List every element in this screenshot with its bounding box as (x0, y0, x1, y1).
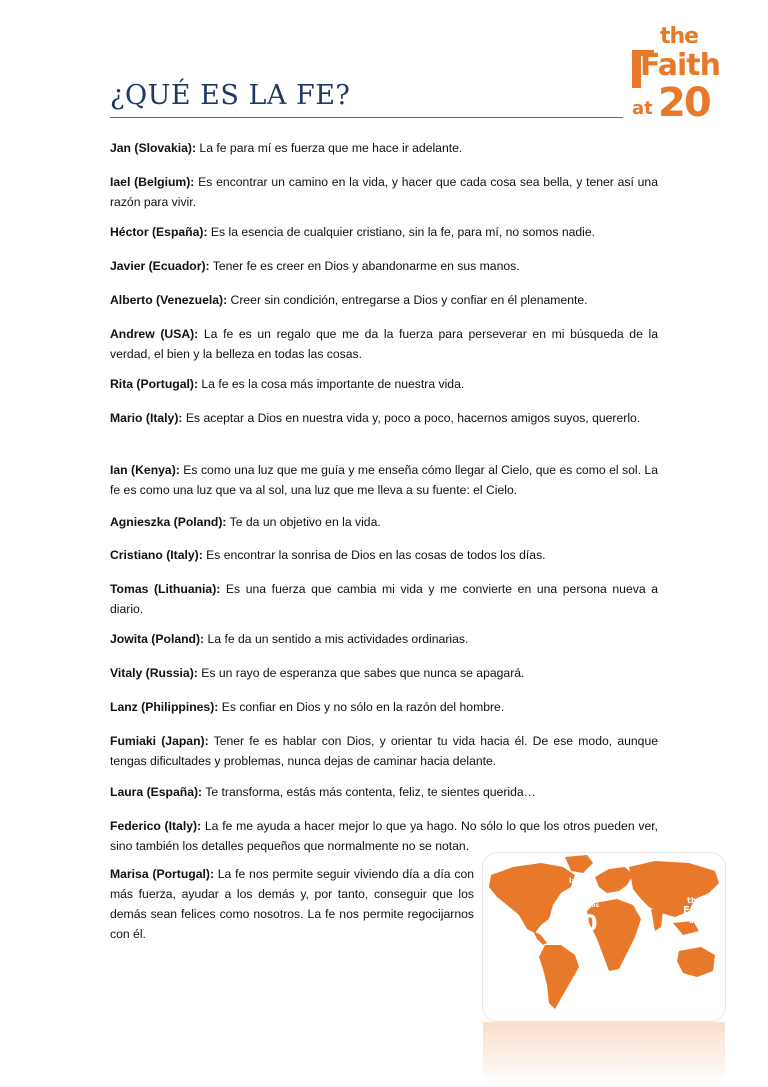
quote-author: Andrew (USA): (110, 327, 199, 341)
quote-paragraph (110, 663, 658, 683)
quote-text: La fe da un sentido a mis actividades ordinarias. (204, 632, 469, 646)
logo-the: the (660, 24, 699, 49)
map-label-fede: la Fede (579, 977, 608, 985)
quote-author: Cristiano (Italy): (110, 548, 203, 562)
quote-text: Es como una luz que me guía y me enseña cómo llegar al Cielo, que es como el sol. La fe es como una luz que va al sol, una luz que me lleva a su fuente: el Cielo. (110, 463, 658, 497)
quote-paragraph (110, 222, 658, 242)
quote-text: La fe nos permite seguir viviendo día a día con más fuerza, ayudar a los demás y, por tanto, conseguir que los demás sean felices como nosotros. La fe nos permite regocijarnos con él. (110, 867, 474, 941)
map-label-anos: años (487, 965, 501, 971)
quote-paragraph (110, 256, 658, 276)
map-label-fe-2: Fé (501, 951, 516, 964)
quote-text: Es encontrar un camino en la vida, y hacer que cada cosa sea bella, y tener así una razón para vivir. (110, 175, 658, 209)
quote-paragraph (110, 697, 658, 717)
quote-author: Laura (España): (110, 785, 203, 799)
quote-author: Héctor (España): (110, 225, 208, 239)
quote-author: Fumiaki (Japan): (110, 734, 209, 748)
quote-paragraph (110, 512, 658, 532)
map-label-foi: la Foi (647, 977, 669, 985)
quote-text: Tener fe es creer en Dios y abandonarme en sus manos. (209, 259, 520, 273)
quote-author: Jan (Slovakia): (110, 141, 197, 155)
map-label-the: the (687, 896, 702, 905)
quote-paragraph (110, 545, 658, 565)
map-label-foi-20: 20 (647, 988, 666, 1003)
world-map-graphic (483, 853, 725, 1021)
map-reflection (483, 1022, 725, 1087)
map-label-a-los: a los (583, 902, 599, 909)
title-underline (110, 117, 623, 118)
quote-text: Creer sin condición, entregarse a Dios y confiar en él plenamente. (227, 293, 588, 307)
map-card (483, 853, 725, 1021)
quote-paragraph (110, 374, 658, 394)
quote-author: Jowita (Poland): (110, 632, 205, 646)
map-label-faith: Faith (683, 905, 712, 916)
quote-author: Vitaly (Russia): (110, 666, 198, 680)
quote-author: Iael (Belgium): (110, 175, 195, 189)
quote-text: La fe me ayuda a hacer mejor lo que ya hago. No sólo lo que los otros pueden ver, sino también los detalles pequeños que normalmente no se notan. (110, 819, 658, 853)
map-label-fede-20: 20 (579, 988, 598, 1003)
quote-paragraph (110, 324, 658, 364)
logo-faith: Faith (640, 48, 720, 83)
page-title: ¿QUÉ ES LA FE? (110, 80, 351, 111)
faith-at-20-logo (630, 20, 722, 124)
world-map-image (483, 853, 725, 1021)
quote-text: Es un rayo de esperanza que sabes que nunca se apagará. (197, 666, 525, 680)
quote-author: Federico (Italy): (110, 819, 202, 833)
map-label-20: 20 (567, 912, 598, 937)
quote-author: Rita (Portugal): (110, 377, 199, 391)
map-label-ans: ans (669, 995, 679, 1001)
quote-paragraph (110, 460, 658, 500)
quote-paragraph (110, 629, 658, 649)
quote-paragraph (110, 579, 658, 619)
logo-at: at (632, 98, 653, 119)
quote-paragraph (110, 138, 658, 158)
logo-twenty: 20 (658, 80, 710, 126)
quote-text: Es la esencia de cualquier cristiano, sin la fe, para mí, no somos nadie. (207, 225, 596, 239)
quote-author: Tomas (Lithuania): (110, 582, 221, 596)
quote-paragraph (110, 172, 658, 212)
quote-author: Javier (Ecuador): (110, 259, 210, 273)
map-label-anni: anni (601, 995, 614, 1001)
quote-paragraph (110, 864, 474, 944)
map-label-fe: Fe (571, 882, 593, 901)
quote-text: Es encontrar la sonrisa de Dios en las cosas de todos los días. (202, 548, 546, 562)
quote-text: La fe para mí es fuerza que me hace ir adelante. (196, 141, 463, 155)
quote-text: Tener fe es hablar con Dios, y orientar tu vida hacia él. De ese modo, aunque tengas dificultades y problemas, nunca dejas de caminar hacia delante. (110, 734, 659, 768)
quote-author: Marisa (Portugal): (110, 867, 214, 881)
quote-text: Es confiar en Dios y no sólo en la razón del hombre. (218, 700, 505, 714)
quote-paragraph (110, 816, 658, 856)
quote-text: Te da un objetivo en la vida. (226, 515, 381, 529)
map-label-la-2: la (499, 943, 507, 951)
map-label-la: la (569, 877, 577, 885)
quote-author: Lanz (Philippines): (110, 700, 219, 714)
quote-author: Ian (Kenya): (110, 463, 180, 477)
quote-paragraph (110, 731, 658, 771)
quote-paragraph (110, 408, 658, 428)
quote-text: La fe es la cosa más importante de nuestra vida. (198, 377, 465, 391)
quote-author: Mario (Italy): (110, 411, 183, 425)
quote-text: Es aceptar a Dios en nuestra vida y, poco a poco, hacernos amigos suyos, quererlo. (182, 411, 641, 425)
quote-author: Alberto (Venezuela): (110, 293, 228, 307)
map-label-20-2: 20 (505, 968, 522, 982)
map-label-at-20: at 20 (689, 917, 710, 925)
quote-text: Es una fuerza que cambia mi vida y me convierte en una persona nueva a diario. (110, 582, 658, 616)
quote-paragraph (110, 290, 658, 310)
quote-text: La fe es un regalo que me da la fuerza para perseverar en mi búsqueda de la verdad, el bien y la belleza en todas las cosas. (110, 327, 658, 361)
quote-text: Te transforma, estás más contenta, feliz, te sientes querida… (202, 785, 536, 799)
quote-paragraph (110, 782, 658, 802)
quote-author: Agnieszka (Poland): (110, 515, 227, 529)
